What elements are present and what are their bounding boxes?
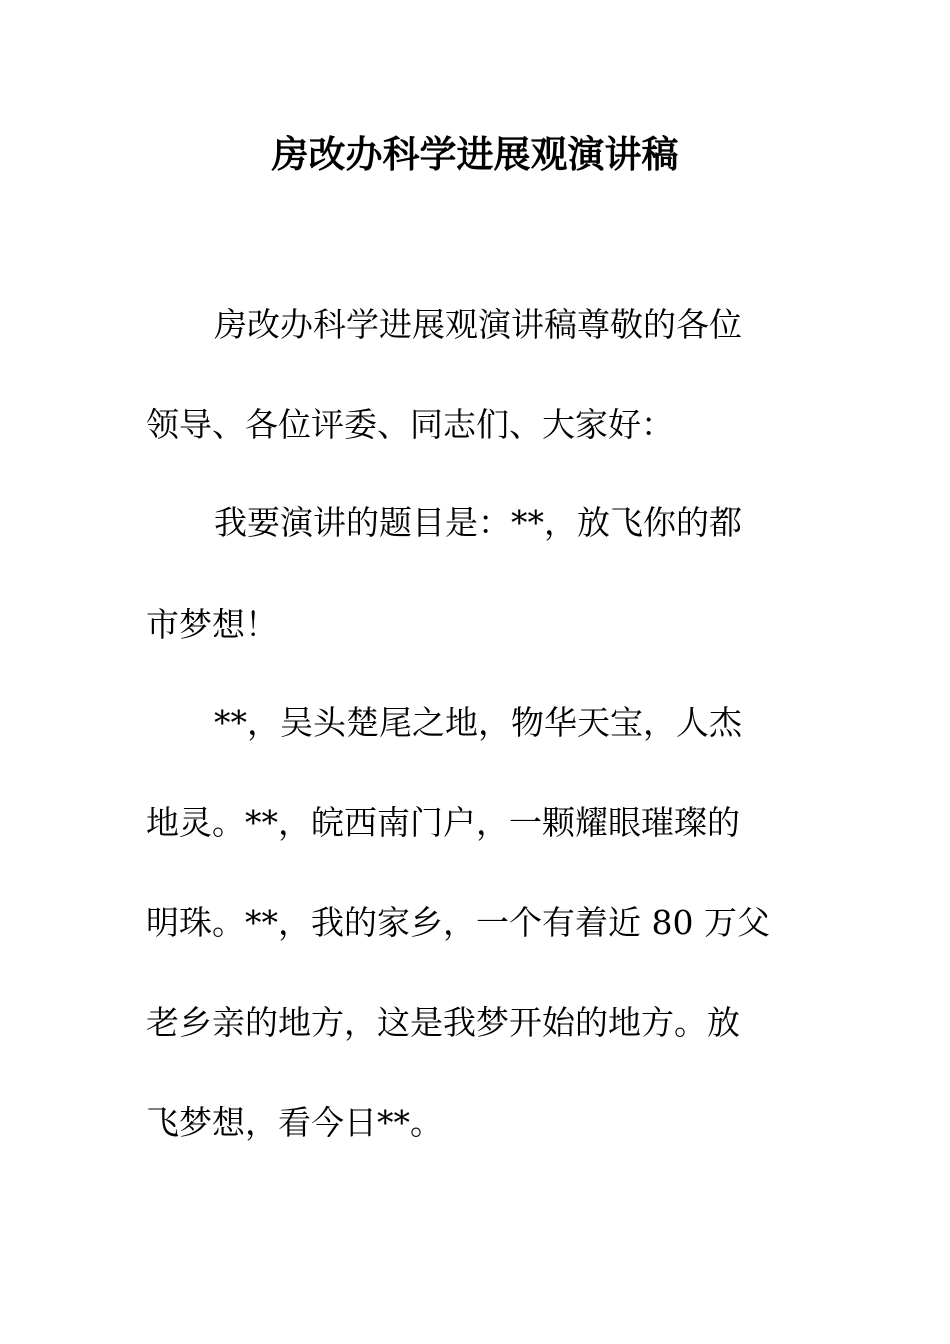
paragraph-line-6: 地灵。**，皖西南门户，一颗耀眼璀璨的 xyxy=(146,803,740,842)
paragraph-line-5: **，吴头楚尾之地，物华天宝，人杰 xyxy=(214,703,742,742)
paragraph-line-9: 飞梦想，看今日**。 xyxy=(146,1103,443,1142)
paragraph-line-2: 领导、各位评委、同志们、大家好： xyxy=(146,405,674,444)
paragraph-line-8: 老乡亲的地方，这是我梦开始的地方。放 xyxy=(146,1003,740,1042)
paragraph-line-1: 房改办科学进展观演讲稿尊敬的各位 xyxy=(214,305,742,344)
paragraph-line-7: 明珠。**，我的家乡，一个有着近 80 万父 xyxy=(146,903,770,942)
document-title: 房改办科学进展观演讲稿 xyxy=(271,132,679,176)
paragraph-line-4: 市梦想！ xyxy=(146,605,278,644)
paragraph-line-3: 我要演讲的题目是：**，放飞你的都 xyxy=(214,503,742,542)
